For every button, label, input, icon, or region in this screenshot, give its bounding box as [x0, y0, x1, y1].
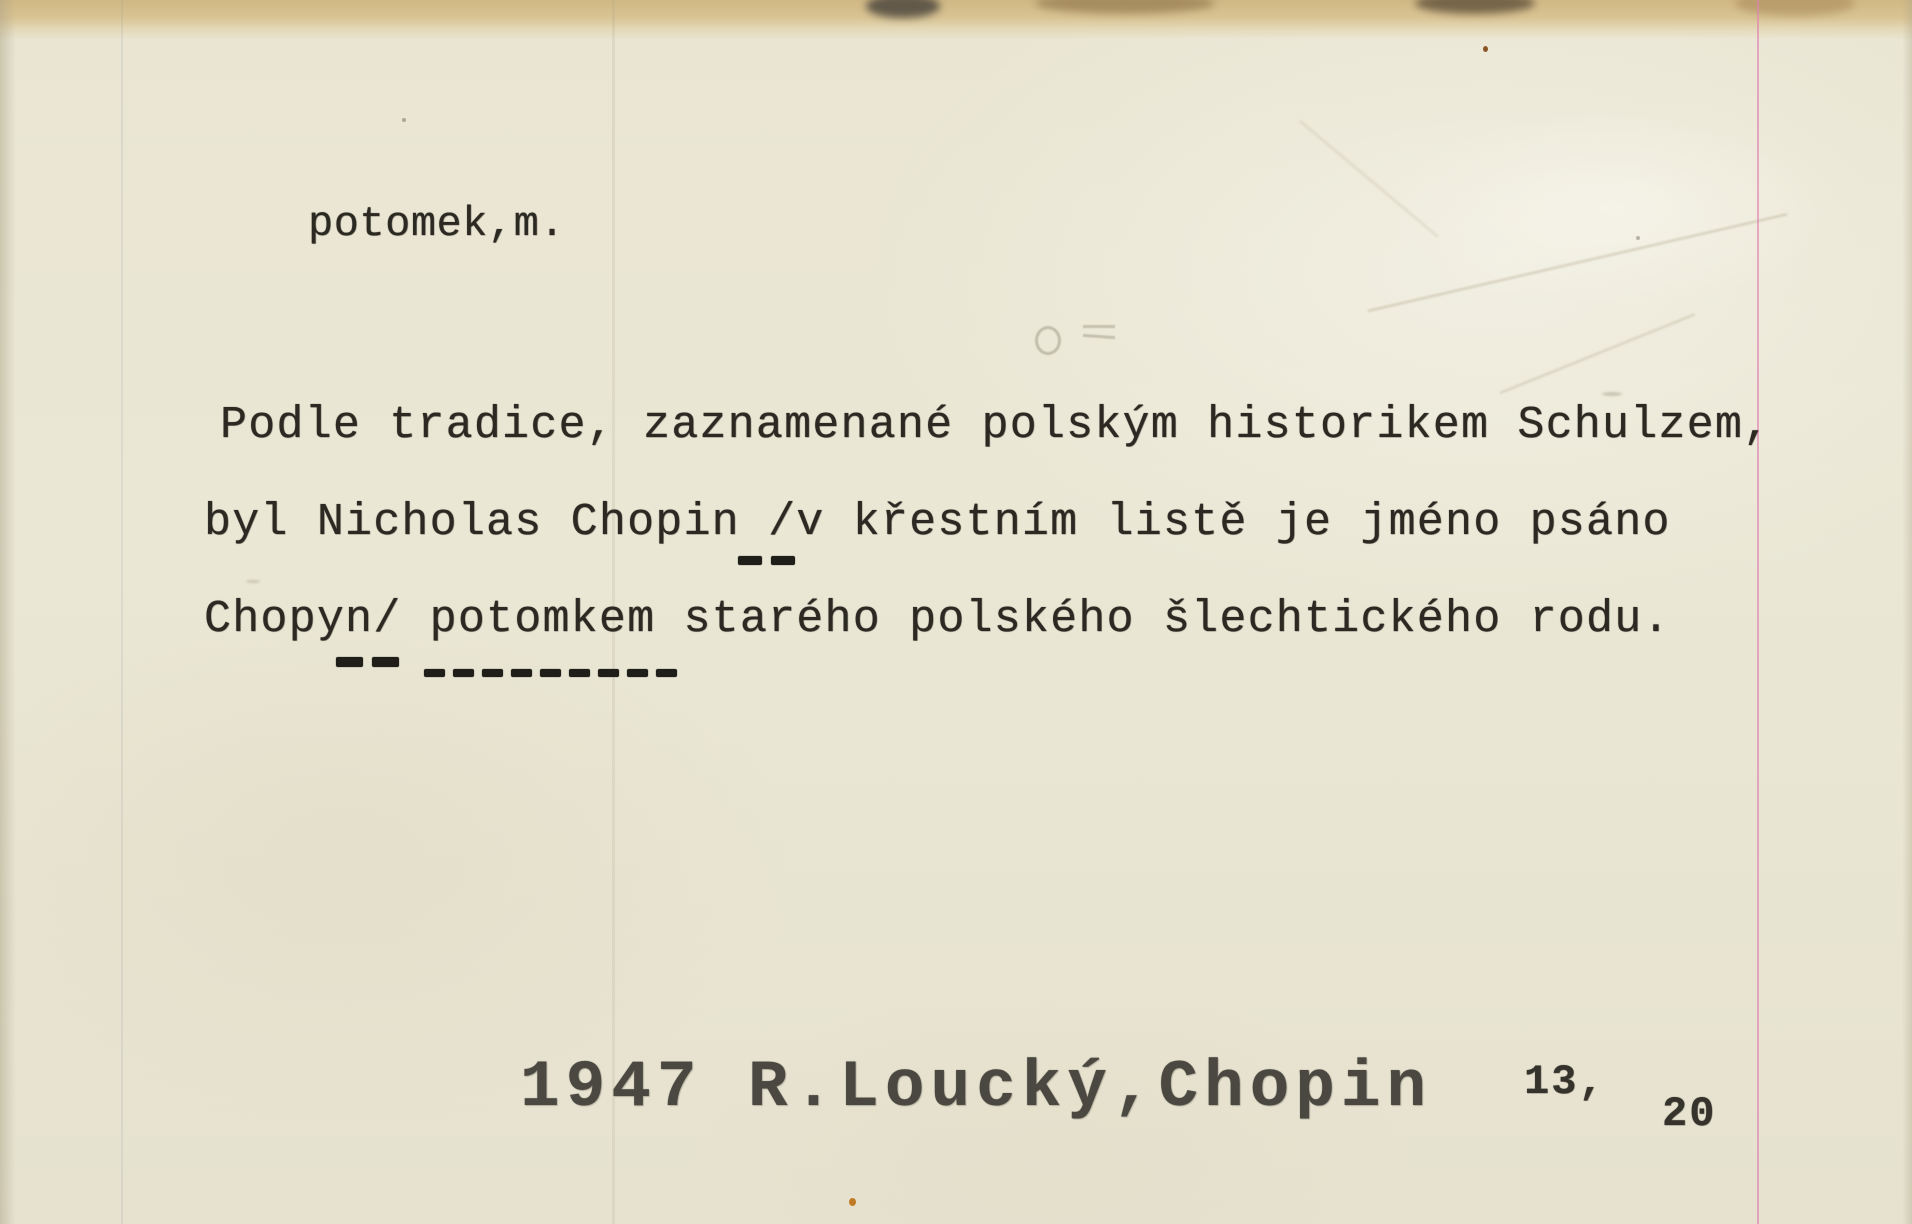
card-ruled-line [1757, 0, 1759, 1224]
paper-crease-highlight [1260, 60, 1900, 390]
dashed-underline-chopyn [336, 657, 399, 667]
ghost-imprint-o [1035, 326, 1061, 355]
ghost-imprint-equals [1083, 324, 1115, 340]
body-line-2: byl Nicholas Chopin /v křestním listě je jméno psáno [204, 497, 1671, 548]
paper-speck [246, 580, 260, 583]
citation-page-number-2: 20 [1662, 1090, 1717, 1138]
body-line-1: Podle tradice, zaznamenané polským historikem Schulzem, [220, 400, 1772, 451]
paper-right-edge-shadow [1902, 0, 1912, 1224]
paper-fold-line [121, 0, 123, 1224]
paper-speck [1483, 46, 1488, 52]
paper-speck [1636, 236, 1640, 240]
paper-speck [1602, 392, 1622, 396]
paper-speck [849, 1198, 856, 1206]
scan-top-band [0, 0, 1912, 40]
citation-source: 1947 R.Loucký,Chopin [520, 1050, 1433, 1125]
headword: potomek,m. [308, 200, 566, 248]
dashed-underline-potomkem [424, 669, 677, 677]
dashed-underline-slash [738, 556, 795, 565]
citation-page-number: 13, [1524, 1058, 1606, 1106]
body-line-3: Chopyn/ potomkem starého polského šlechtického rodu. [204, 594, 1671, 645]
paper-speck [402, 118, 406, 122]
paper-left-edge-shadow [0, 0, 16, 1224]
